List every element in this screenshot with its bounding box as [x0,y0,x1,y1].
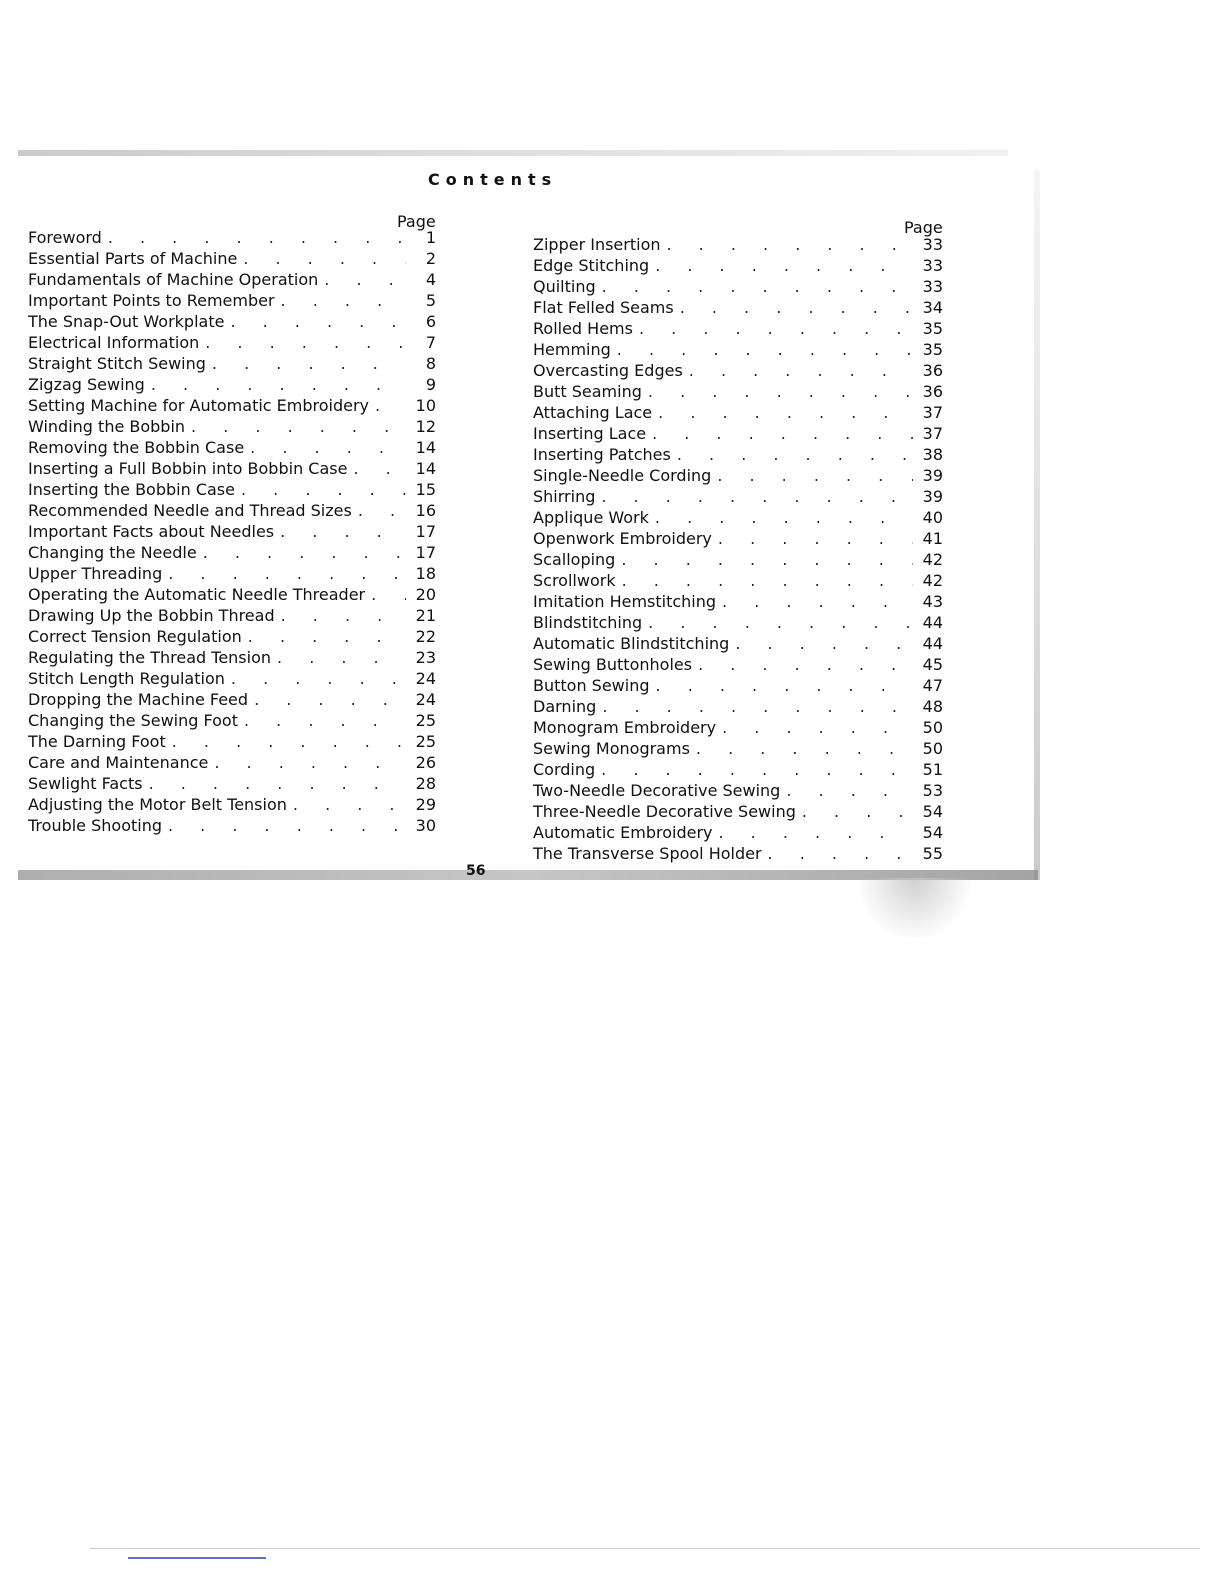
toc-dot-leader [646,424,913,443]
toc-entry-page: 17 [415,522,436,541]
toc-entry-title: Operating the Automatic Needle Threader [28,585,366,604]
toc-entry-title: Cording [533,760,596,779]
toc-entry-page: 10 [415,396,436,415]
toc-dot-leader [208,753,406,772]
toc-dot-leader [318,270,406,289]
toc-entry [533,802,943,823]
toc-dot-leader [595,487,913,506]
toc-entry-title: Shirring [533,487,596,506]
toc-entry-page: 8 [425,354,436,373]
toc-entry-title: Inserting a Full Bobbin into Bobbin Case [28,459,348,478]
toc-entry-title: Imitation Hemstitching [533,592,717,611]
toc-entry-title: Flat Felled Seams [533,298,674,317]
toc-entry [28,522,436,543]
toc-entry-title: Adjusting the Motor Belt Tension [28,795,287,814]
toc-entry-page: 47 [922,676,943,695]
toc-entry-page: 39 [922,466,943,485]
toc-entry [28,690,436,711]
toc-dot-leader [683,361,913,380]
toc-entry [28,501,436,522]
toc-entry-title: The Darning Foot [28,732,166,751]
toc-entry-page: 35 [922,319,943,338]
toc-entry-page: 5 [425,291,436,310]
toc-entry [28,270,436,291]
toc-dot-leader [650,676,913,695]
toc-entry [28,711,436,732]
toc-entry [533,697,943,718]
toc-entry-title: Straight Stitch Sewing [28,354,206,373]
toc-entry-page: 21 [415,606,436,625]
toc-entry [28,354,436,375]
toc-entry-title: Important Facts about Needles [28,522,275,541]
toc-entry-title: Drawing Up the Bobbin Thread [28,606,275,625]
toc-entry-title: Inserting Patches [533,445,671,464]
toc-entry-title: The Transverse Spool Holder [533,844,762,863]
toc-entry-title: Openwork Embroidery [533,529,712,548]
toc-dot-leader [369,396,406,415]
toc-dot-leader [274,522,406,541]
toc-entry-page: 33 [922,277,943,296]
toc-dot-leader [347,459,406,478]
toc-entry-page: 44 [922,634,943,653]
toc-dot-leader [642,613,913,632]
toc-entry-title: Changing the Needle [28,543,197,562]
toc-entry-page: 53 [922,781,943,800]
toc-dot-leader [242,627,406,646]
toc-entry-title: The Snap-Out Workplate [28,312,225,331]
toc-dot-leader [352,501,406,520]
toc-entry [28,816,436,837]
toc-entry-title: Trouble Shooting [28,816,162,835]
toc-entry-title: Sewing Buttonholes [533,655,693,674]
toc-entry [28,543,436,564]
toc-entry-title: Dropping the Machine Feed [28,690,249,709]
toc-entry-title: Darning [533,697,597,716]
toc-dot-leader [365,585,406,604]
toc-entry [533,382,943,403]
toc-entry-title: Butt Seaming [533,382,642,401]
toc-entry [28,438,436,459]
toc-dot-leader [224,312,406,331]
toc-entry [533,718,943,739]
toc-dot-leader [716,718,913,737]
toc-entry-page: 36 [922,382,943,401]
toc-entry-title: Care and Maintenance [28,753,209,772]
toc-entry-page: 35 [922,340,943,359]
toc-entry [28,228,436,249]
toc-entry [28,417,436,438]
toc-entry-page: 14 [415,438,436,457]
toc-entry [28,585,436,606]
toc-dot-leader [671,445,913,464]
toc-entry-title: Applique Work [533,508,649,527]
toc-entry-page: 9 [425,375,436,394]
scan-edge-top [18,150,1008,156]
toc-entry-page: 26 [415,753,436,772]
toc-entry [533,340,943,361]
toc-dot-leader [690,739,913,758]
toc-entry [533,634,943,655]
toc-entry-title: Single-Needle Cording [533,466,712,485]
toc-dot-leader [762,844,913,863]
toc-entry [28,312,436,333]
toc-entry-page: 20 [415,585,436,604]
toc-entry [28,627,436,648]
toc-dot-leader [796,802,913,821]
toc-entry [533,424,943,445]
toc-entry-page: 50 [922,739,943,758]
toc-dot-leader [642,382,913,401]
toc-entry-page: 1 [425,228,436,247]
toc-entry-page: 37 [922,424,943,443]
toc-entry-title: Sewing Monograms [533,739,690,758]
toc-entry-title: Two-Needle Decorative Sewing [533,781,781,800]
toc-entry-page: 51 [922,760,943,779]
toc-entry [533,781,943,802]
toc-entry-page: 16 [415,501,436,520]
toc-entry-title: Winding the Bobbin [28,417,186,436]
toc-entry [28,648,436,669]
toc-dot-leader [185,417,406,436]
toc-dot-leader [615,550,913,569]
toc-entry [533,487,943,508]
toc-entry-title: Regulating the Thread Tension [28,648,272,667]
toc-dot-leader [244,438,406,457]
toc-entry [533,361,943,382]
page-bottom-rule [90,1548,1200,1549]
toc-entry-title: Quilting [533,277,596,296]
toc-entry-page: 48 [922,697,943,716]
toc-entry-page: 25 [415,711,436,730]
toc-entry [28,606,436,627]
toc-dot-leader [649,256,913,275]
toc-entry [533,592,943,613]
toc-entry [533,277,943,298]
toc-entry-page: 44 [922,613,943,632]
left-page-header: Page [397,212,436,231]
toc-entry-page: 15 [415,480,436,499]
toc-entry-page: 42 [922,550,943,569]
toc-entry-title: Zipper Insertion [533,235,661,254]
toc-entry-title: Button Sewing [533,676,650,695]
page-number: 56 [466,863,486,879]
toc-entry [533,613,943,634]
toc-entry [28,795,436,816]
toc-entry-title: Electrical Information [28,333,200,352]
toc-entry-title: Important Points to Remember [28,291,275,310]
toc-entry [28,732,436,753]
toc-right-column [533,235,943,865]
toc-entry-title: Foreword [28,228,102,247]
toc-dot-leader [729,634,913,653]
toc-entry-title: Automatic Blindstitching [533,634,730,653]
toc-dot-leader [711,466,913,485]
toc-dot-leader [166,732,406,751]
toc-entry [28,753,436,774]
toc-entry-page: 45 [922,655,943,674]
toc-entry [28,459,436,480]
toc-entry-page: 17 [415,543,436,562]
toc-entry-page: 42 [922,571,943,590]
toc-entry [533,319,943,340]
toc-entry-page: 22 [415,627,436,646]
toc-dot-leader [287,795,406,814]
toc-entry [533,823,943,844]
toc-dot-leader [661,235,914,254]
toc-dot-leader [199,333,406,352]
toc-dot-leader [674,298,913,317]
toc-entry-page: 24 [415,669,436,688]
page-title: Contents [428,170,558,189]
toc-entry-page: 23 [415,648,436,667]
toc-dot-leader [225,669,406,688]
toc-entry-page: 34 [922,298,943,317]
toc-entry-title: Blindstitching [533,613,643,632]
toc-entry [28,669,436,690]
toc-dot-leader [145,375,406,394]
toc-entry-page: 7 [425,333,436,352]
toc-entry-title: Zigzag Sewing [28,375,145,394]
toc-entry-page: 54 [922,823,943,842]
toc-entry [28,333,436,354]
toc-entry-page: 41 [922,529,943,548]
toc-dot-leader [271,648,406,667]
toc-entry [533,550,943,571]
toc-dot-leader [206,354,406,373]
toc-entry-title: Upper Threading [28,564,163,583]
toc-entry [533,298,943,319]
toc-entry-page: 38 [922,445,943,464]
toc-entry-page: 50 [922,718,943,737]
toc-entry-page: 6 [425,312,436,331]
toc-entry-page: 43 [922,592,943,611]
toc-dot-leader [712,529,913,548]
toc-entry-page: 25 [415,732,436,751]
toc-dot-leader [780,781,913,800]
toc-dot-leader [633,319,913,338]
toc-entry-page: 2 [425,249,436,268]
toc-entry-page: 12 [415,417,436,436]
toc-entry [533,508,943,529]
toc-entry-title: Inserting Lace [533,424,647,443]
toc-entry [533,571,943,592]
toc-entry-title: Inserting the Bobbin Case [28,480,235,499]
toc-entry-page: 54 [922,802,943,821]
toc-entry [533,676,943,697]
toc-dot-leader [611,340,913,359]
toc-entry-title: Stitch Length Regulation [28,669,225,688]
toc-dot-leader [649,508,913,527]
toc-dot-leader [248,690,406,709]
toc-entry [533,739,943,760]
toc-entry-title: Rolled Hems [533,319,633,338]
scan-shadow [860,878,970,938]
toc-entry-page: 33 [922,256,943,275]
toc-entry [28,480,436,501]
toc-dot-leader [162,564,406,583]
toc-dot-leader [143,774,406,793]
toc-entry-page: 18 [415,564,436,583]
toc-dot-leader [162,816,406,835]
toc-dot-leader [238,711,406,730]
toc-dot-leader [652,403,913,422]
toc-entry [28,396,436,417]
toc-entry [533,256,943,277]
toc-entry-title: Scalloping [533,550,616,569]
toc-dot-leader [275,291,406,310]
toc-entry-page: 40 [922,508,943,527]
toc-entry-page: 24 [415,690,436,709]
page-bottom-accent [128,1557,266,1559]
toc-dot-leader [716,592,913,611]
toc-dot-leader [275,606,406,625]
toc-dot-leader [595,760,913,779]
scan-edge-right [1034,170,1040,880]
toc-entry-title: Correct Tension Regulation [28,627,242,646]
toc-entry-page: 36 [922,361,943,380]
toc-entry-title: Monogram Embroidery [533,718,717,737]
toc-entry [28,774,436,795]
toc-entry [28,291,436,312]
toc-entry-title: Changing the Sewing Foot [28,711,238,730]
toc-dot-leader [713,823,914,842]
toc-entry [533,235,943,256]
toc-dot-leader [616,571,913,590]
toc-entry-title: Sewlight Facts [28,774,143,793]
toc-entry [533,403,943,424]
toc-entry-title: Hemming [533,340,611,359]
toc-entry [533,844,943,865]
toc-entry-title: Three-Needle Decorative Sewing [533,802,796,821]
toc-entry-page: 29 [415,795,436,814]
toc-dot-leader [596,277,913,296]
toc-entry-page: 30 [415,816,436,835]
toc-entry-page: 55 [922,844,943,863]
toc-entry-page: 14 [415,459,436,478]
toc-entry [533,655,943,676]
toc-left-column [28,228,436,837]
toc-entry-page: 33 [922,235,943,254]
toc-entry-page: 37 [922,403,943,422]
toc-entry [533,760,943,781]
toc-entry-title: Removing the Bobbin Case [28,438,245,457]
right-page-header: Page [904,218,943,237]
toc-entry [28,375,436,396]
toc-entry-title: Essential Parts of Machine [28,249,238,268]
toc-entry [533,529,943,550]
toc-entry-page: 28 [415,774,436,793]
toc-entry-page: 39 [922,487,943,506]
toc-entry-title: Overcasting Edges [533,361,683,380]
toc-dot-leader [692,655,913,674]
toc-entry-title: Recommended Needle and Thread Sizes [28,501,352,520]
toc-entry-title: Attaching Lace [533,403,653,422]
toc-entry [533,466,943,487]
toc-entry [28,564,436,585]
toc-dot-leader [197,543,406,562]
toc-entry [533,445,943,466]
toc-entry [28,249,436,270]
toc-dot-leader [102,228,406,247]
toc-dot-leader [596,697,913,716]
toc-dot-leader [235,480,406,499]
toc-entry-title: Scrollwork [533,571,616,590]
toc-entry-title: Setting Machine for Automatic Embroidery [28,396,370,415]
toc-entry-title: Automatic Embroidery [533,823,713,842]
toc-entry-title: Edge Stitching [533,256,650,275]
toc-entry-page: 4 [425,270,436,289]
toc-entry-title: Fundamentals of Machine Operation [28,270,319,289]
toc-dot-leader [237,249,406,268]
